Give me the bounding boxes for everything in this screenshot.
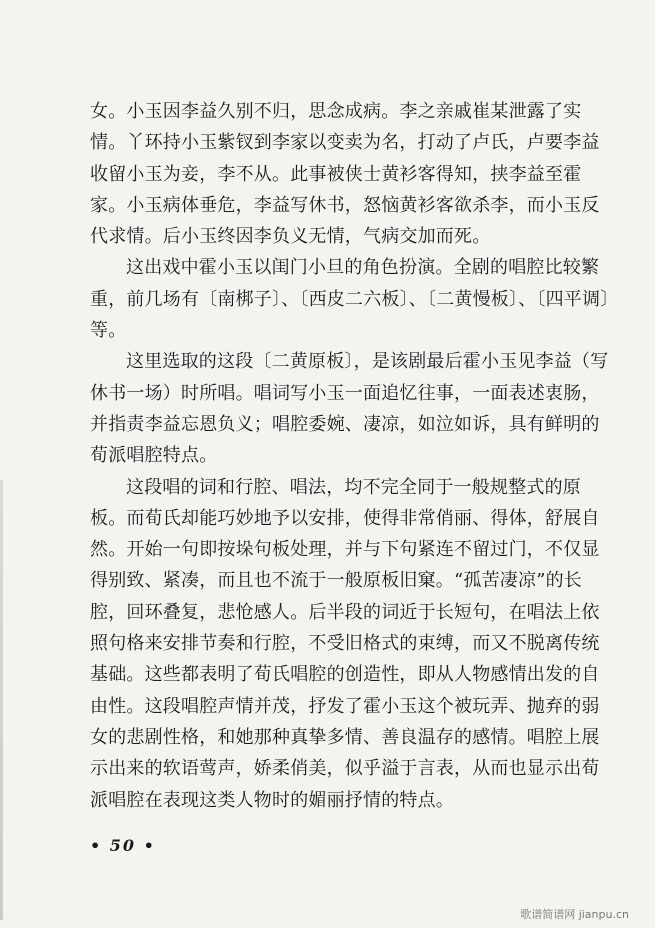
paragraph-3: 这里选取的这段〔二黄原板〕，是该剧最后霍小玉见李益（写休书一场）时所唱。唱词写小玉一面追忆往事，一面表述衷肠，并指责李益忘恩负义；唱腔委婉、凄凉，如泣如诉，具有鲜明的荀派唱腔特点。	[90, 351, 609, 467]
body-text	[90, 96, 610, 816]
paragraph-4: 这段唱的词和行腔、唱法，均不完全同于一般规整式的原板。而荀氏却能巧妙地予以安排，使得非常俏丽、得体，舒展自然。开始一句即按垛句板处理，并与下句紧连不留过门，不仅显得别致、紧凑，而且也不流于一般原板旧窠。“孤苦凄凉”的长腔，回环叠复，悲怆感人。后半段的词近于长短句，在唱法上依照句格来安排节奏和行腔，不受旧格式的束缚，而又不脱离传统基础。这些都表明了荀氏唱腔的创造性，即从人物感情出发的自由性。这段唱腔声情并茂，抒发了霍小玉这个被玩弄、抛弃的弱女的悲剧性格，和她那种真挚多情、善良温存的感情。唱腔上展示出来的软语莺声，娇柔俏美，似乎溢于言表，从而也显示出荀派唱腔在表现这类人物时的媚丽抒情的特点。	[90, 476, 600, 811]
scan-edge-mark	[0, 480, 3, 920]
page-number: • 50 •	[90, 836, 156, 855]
paragraph-1: 女。小玉因李益久别不归，思念成病。李之亲戚崔某泄露了实情。丫环持小玉紫钗到李家以变卖为名，打动了卢氏，卢要李益收留小玉为妾，李不从。此事被侠士黄衫客得知，挟李益至霍家。小玉病体垂危，李益写休书，怒恼黄衫客欲杀李，而小玉反代求情。后小玉终因李负义无情，气病交加而死。	[90, 101, 600, 248]
site-watermark: 歌谱简谱网 jianpu.cn	[520, 908, 629, 921]
paragraph-2: 这出戏中霍小玉以闺门小旦的角色扮演。全剧的唱腔比较繁重，前几场有〔南梆子〕、〔西皮二六板〕、〔二黄慢板〕、〔四平调〕等。	[90, 257, 610, 342]
